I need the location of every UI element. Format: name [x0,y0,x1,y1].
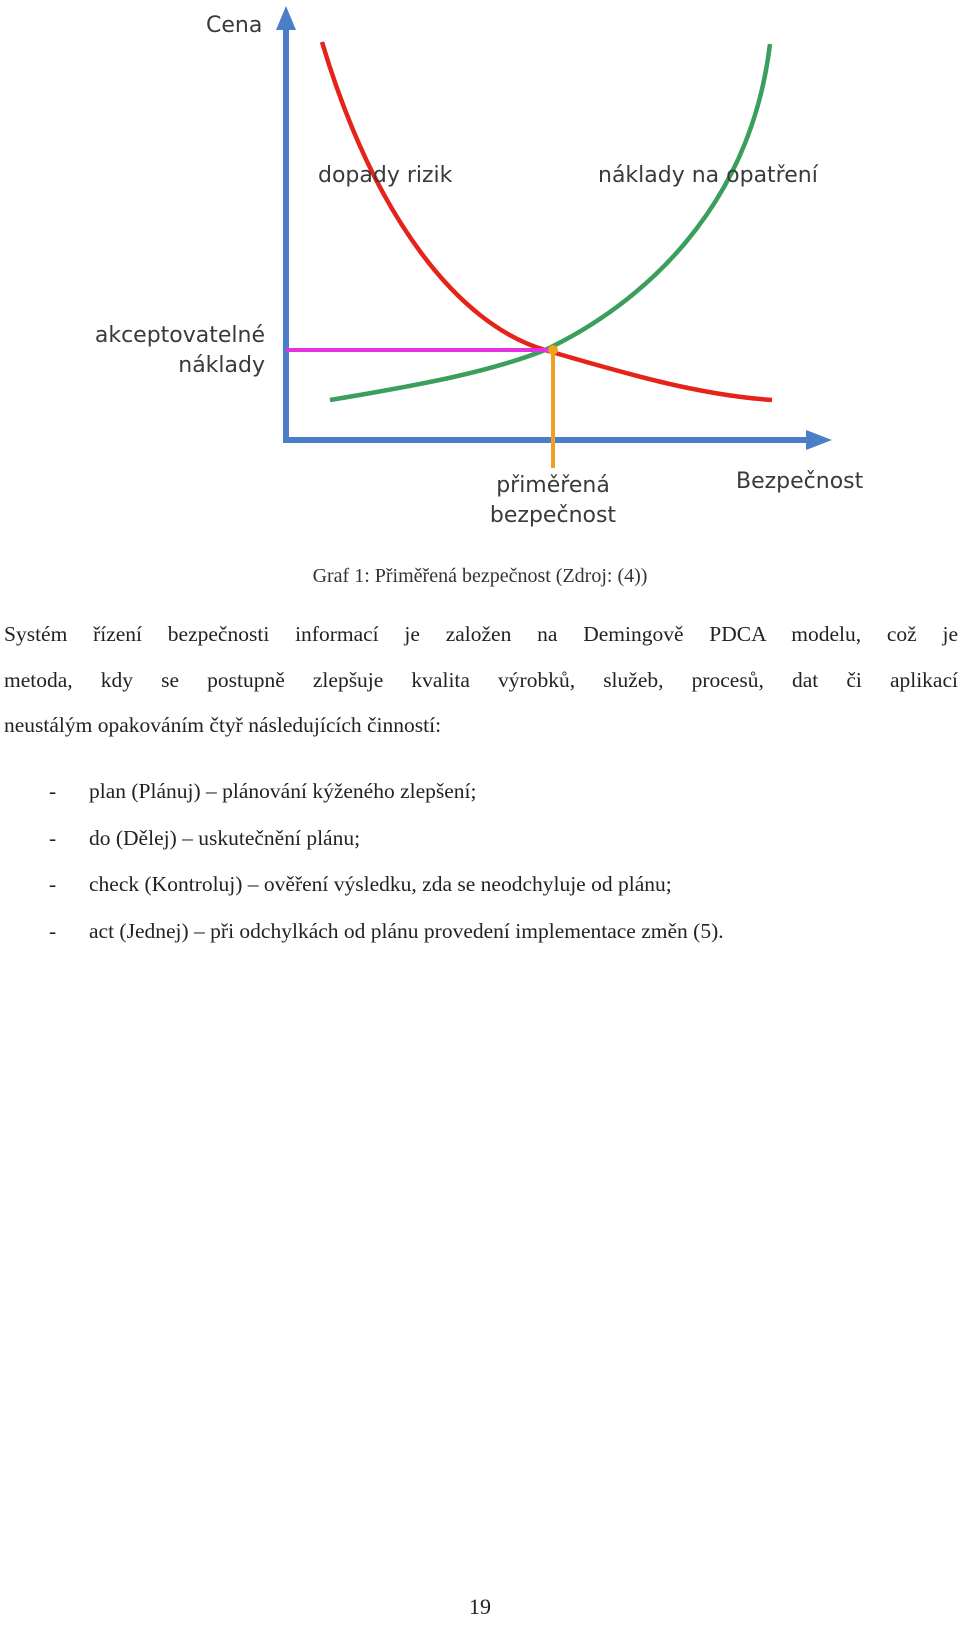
list-bullet: - [49,825,57,850]
acceptable-costs-label-line2: náklady [178,353,265,378]
list-item-text: act (Jednej) – při odchylkách od plánu provedení implementace změn (5). [89,918,724,943]
list-item [49,861,949,908]
x-axis-label: Bezpečnost [736,469,864,494]
intersection-point [548,345,558,355]
list-item [49,908,949,955]
paragraph-line: Systém řízení bezpečnosti informací je založen na Demingově PDCA modelu, což je [4,622,958,646]
paragraph-line: neustálým opakováním čtyř následujících činností: [4,713,442,737]
risk-curve-label: dopady rizik [318,163,453,188]
list-bullet: - [49,872,57,896]
cost-curve-label: náklady na opatření [598,163,818,188]
list-item [49,768,949,815]
y-axis-arrow [276,6,296,30]
adequate-security-label-line1: přiměřená [496,473,610,498]
list-bullet: - [49,918,57,943]
list-item-text: check (Kontroluj) – ověření výsledku, zda se neodchyluje od plánu; [89,872,672,896]
body-paragraph [4,612,958,749]
paragraph-line: metoda, kdy se postupně zlepšuje kvalita výrobků, služeb, procesů, dat či aplikací [4,667,958,692]
acceptable-costs-label-line1: akceptovatelné [94,323,265,348]
list-item-text: do (Dělej) – uskutečnění plánu; [89,825,361,850]
adequate-security-diagram [0,0,960,540]
list-item-text: plan (Plánuj) – plánování kýženého zlepšení; [89,779,477,803]
page-number: 19 [469,1594,491,1619]
x-axis-arrow [806,430,832,450]
list-bullet: - [49,779,57,803]
figure-caption: Graf 1: Přiměřená bezpečnost (Zdroj: (4)) [312,565,648,587]
pdca-list [49,768,949,954]
y-axis-label: Cena [206,13,263,38]
list-item [49,815,949,862]
adequate-security-label-line2: bezpečnost [489,503,617,528]
